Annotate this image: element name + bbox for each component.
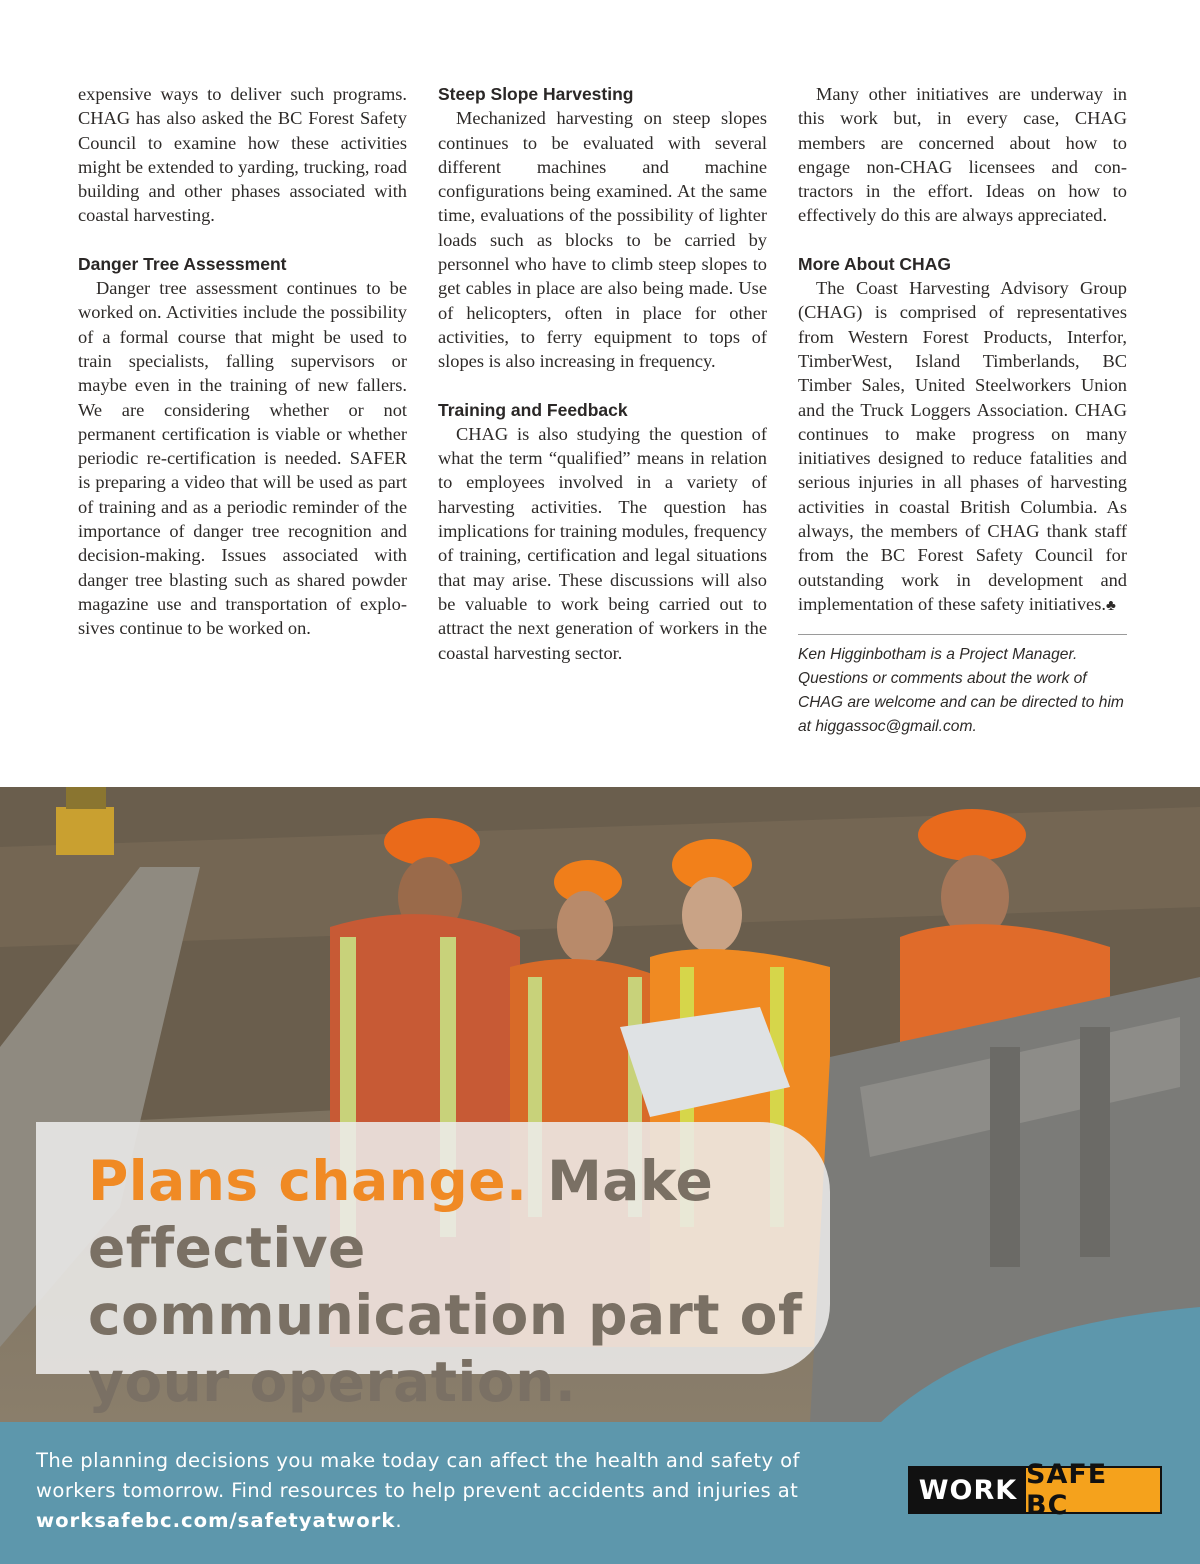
ad-body-text xyxy=(36,1446,816,1536)
author-bio: Ken Higginbotham is a Project Manager. Questions or comments about the work of CHAG are welcome and can be directed to him at higgassoc@gmail.com. xyxy=(798,646,1124,736)
headline-orange-text: Plans change. xyxy=(88,1149,528,1213)
ad-body-end: . xyxy=(395,1509,403,1532)
heading-training-feedback: Training and Feedback xyxy=(438,399,628,420)
paragraph-other-initiatives: Many other initiatives are underway in this work but, in every case, CHAG members are concerned about how to engage non-CHAG licensees and contractors in the effort. Ideas on how to effectively do this are always appreciated. xyxy=(798,84,1127,226)
more-about-chag-text: The Coast Harvesting Advisory Group (CHAG) is comprised of representatives from Western Forest Products, Interfor, TimberWest, Island Timberlands, BC Timber Sales, United Steelworkers Union and the Truck Loggers Association. CHAG continues to make progress on many initiatives designed to reduce fatalities and serious injuries in all phases of harvesting activities in coastal British Columbia. As always, the members of CHAG thank staff from the BC Forest Safety Council for outstanding work in development and implementation of these safety initiatives. xyxy=(798,278,1127,614)
article-column-2 xyxy=(438,82,767,665)
tree-end-mark-icon: ♣ xyxy=(1105,597,1116,614)
ad-headline xyxy=(88,1148,808,1416)
headline-rest-text: Make effective communication part of your operation. xyxy=(88,1149,803,1414)
heading-steep-slope: Steep Slope Harvesting xyxy=(438,84,634,104)
worksafe-url-link[interactable]: worksafebc.com/safetyatwork xyxy=(36,1509,396,1532)
bio-divider xyxy=(798,634,1127,635)
paragraph-steep-slope: Mechanized harvesting on steep slopes continues to be evaluated with several different machines and machine configurations being examined. At the same time, evaluations of the possibility of lighter loads such as blocks to be carried by personnel who have to climb steep slopes to get cables in place are also being made. Use of helicopters, often in place for other activities, to ferry equipment to tops of slopes is also increasing in frequency. xyxy=(438,108,767,372)
paragraph-more-about-chag xyxy=(798,276,1127,618)
article-column-3 xyxy=(798,82,1127,739)
article-column-1 xyxy=(78,82,407,641)
logo-safe-bc-text: SAFE BC xyxy=(1026,1468,1160,1512)
worksafebc-logo xyxy=(908,1459,1162,1521)
paragraph-danger-tree: Danger tree assessment continues to be worked on. Activities include the possibility of a formal course that might be used to train specialists, falling supervisors or maybe even in the training of new fallers. We are considering whether or not permanent certification is viable or whether periodic re-certification is needed. SAFER is preparing a video that will be used as part of training and as a periodic reminder of the importance of danger tree recognition and decision-making. Issues associated with danger tree blasting such as shared powder magazine use and transportation of explosives continue to be worked on. xyxy=(78,278,407,639)
ad-body-copy: The planning decisions you make today can affect the health and safety of workers tomorrow. Find resources to help prevent accidents and injuries at xyxy=(36,1449,800,1502)
heading-more-about-chag: More About CHAG xyxy=(798,253,951,274)
paragraph-training-feedback: CHAG is also studying the question of what the term “qualified” means in relation to employees involved in a variety of harvesting activities. The question has implications for training modules, frequency of training, certification and legal situations that may arise. These discussions will also be valuable to work being carried out to attract the next generation of workers in the coastal harvesting sector. xyxy=(438,423,767,663)
heading-danger-tree: Danger Tree Assessment xyxy=(78,253,287,274)
logo-work-text: WORK xyxy=(910,1468,1026,1512)
paragraph-programs: expensive ways to deliver such programs. CHAG has also asked the BC Forest Safety Council to examine how these activities might be extended to yarding, trucking, road building and other phases associated with coastal harvesting. xyxy=(78,84,407,226)
